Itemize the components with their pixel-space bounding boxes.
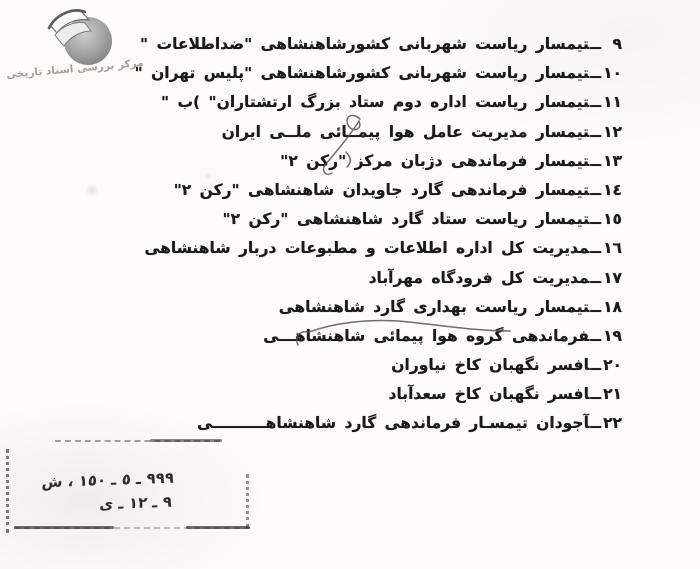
item-text: تیمسار ریاست شهربانی کشورشاهنشاهی "پلیس تهران " <box>134 64 590 83</box>
item-number: ١١ <box>603 93 622 112</box>
item-text: فرماندهی گروه هوا پیمائی شاهنشاهـــی <box>263 326 590 345</box>
registry-number-line2: ٩ ـ ١٢ ـ ی <box>98 492 173 514</box>
stamp-border-bottom-right <box>186 526 250 529</box>
stamp-border-top-dark <box>150 439 222 442</box>
item-dash: ــ <box>590 297 601 316</box>
list-item-17 <box>135 264 622 293</box>
item-text: آجودان تیمسـار فرماندهی گارد شاهنشاهــــــــــی <box>196 414 590 433</box>
item-dash: ــ <box>590 326 601 345</box>
item-dash: ــ <box>590 356 601 375</box>
item-number: ١٨ <box>603 297 622 316</box>
item-number: ٢٢ <box>603 414 622 433</box>
numbered-list <box>135 30 622 439</box>
item-dash: ــ <box>590 35 601 53</box>
item-dash: ــ <box>590 239 601 258</box>
item-dash: ــ <box>590 180 601 199</box>
list-item-21 <box>135 380 622 409</box>
watermark-label: مرکز بررسی اسناد تاریخی <box>5 57 145 81</box>
item-number: ١٦ <box>603 239 622 258</box>
list-item-19 <box>135 322 622 351</box>
list-item-18 <box>135 293 622 322</box>
item-text: تیمسار مدیریت عامل هوا پیمــائی ملــی ایران <box>221 122 590 141</box>
item-number: ١٠ <box>603 64 622 83</box>
list-item-20 <box>135 351 622 380</box>
item-text: مدیریت کل اداره اطلاعات و مطبوعات دربار شاهنشاهی <box>144 239 590 258</box>
item-text: تیمسار فرماندهی گارد جاویدان شاهنشاهی "رکن ٢" <box>173 180 590 199</box>
item-text: افسر نگهبان کاخ نیاوران <box>391 356 590 375</box>
handwritten-registry-number <box>36 466 175 519</box>
item-text: تیمسار فرماندهی دژبان مرکز "رکن ٢" <box>280 151 590 170</box>
item-text: تیمسار ریاست ستاد گارد شاهنشاهی "رکن ٢" <box>222 210 590 229</box>
list-item-10 <box>135 59 622 88</box>
list-item-12 <box>135 118 622 147</box>
item-text: افسر نگهبان کاخ سعدآباد <box>388 385 590 404</box>
item-number: ١٣ <box>603 151 622 170</box>
item-number: ٩ <box>612 35 622 53</box>
item-text: تیمسار ریاست بهداری گارد شاهنشاهی <box>278 297 590 316</box>
item-dash: ــ <box>590 93 601 112</box>
item-dash: ــ <box>590 268 601 287</box>
item-number: ١٤ <box>603 180 622 199</box>
registry-number-line1: ٩٩٩ ـ ٥ ـ ١٥٠ ، ش <box>41 468 175 492</box>
list-item-9 <box>135 30 622 59</box>
registry-stamp <box>0 430 270 560</box>
item-number: ١٧ <box>603 268 622 287</box>
item-number: ١٥ <box>603 210 622 229</box>
item-number: ١٢ <box>603 122 622 141</box>
item-number: ١٩ <box>603 326 622 345</box>
stamp-border-right <box>246 474 249 528</box>
item-dash: ــ <box>590 122 601 141</box>
item-number: ٢٠ <box>603 356 622 375</box>
item-text: تیمسار ریاست اداره دوم ستاد بزرگ ارتشتاران" )ب " <box>160 93 590 112</box>
stamp-border-bottom-left <box>14 526 114 529</box>
list-item-14 <box>135 176 622 205</box>
item-dash: ــ <box>590 64 601 83</box>
item-number: ٢١ <box>603 385 622 404</box>
list-item-16 <box>135 234 622 263</box>
item-text: مدیریت کل فرودگاه مهرآباد <box>368 268 590 287</box>
item-dash: ــ <box>590 414 601 433</box>
item-text: تیمسار ریاست شهربانی کشورشاهنشاهی "ضداطلاعات " <box>140 35 590 53</box>
list-item-11 <box>135 88 622 117</box>
item-dash: ــ <box>590 385 601 404</box>
item-dash: ــ <box>590 151 601 170</box>
item-dash: ــ <box>590 210 601 229</box>
list-item-13 <box>135 147 622 176</box>
stamp-border-left <box>6 449 9 533</box>
list-item-15 <box>135 205 622 234</box>
